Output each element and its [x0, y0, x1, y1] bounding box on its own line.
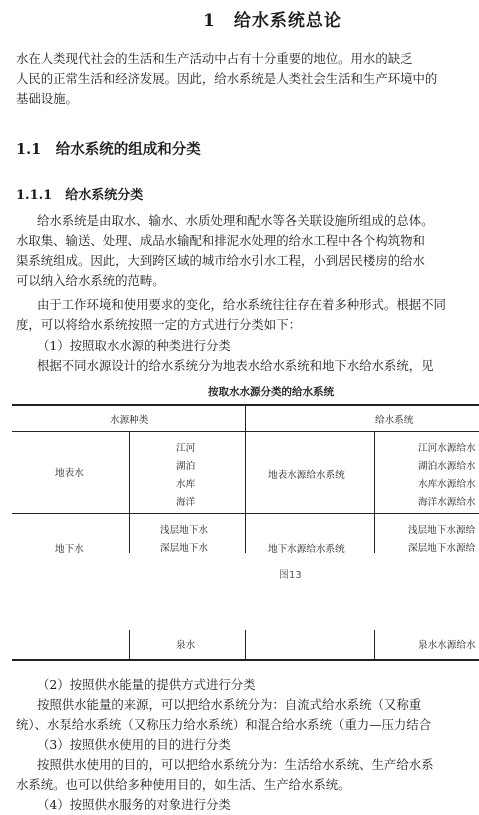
ground-source-deep: 深层地下水	[160, 543, 208, 554]
table-vline-left	[129, 432, 130, 553]
surface-system-lake: 湖泊水源给水	[418, 461, 476, 472]
surface-source-lake: 湖泊	[176, 461, 196, 472]
spring-source: 泉水	[176, 640, 196, 651]
item2-title: （2）按照供水能量的提供方式进行分类	[37, 677, 256, 692]
table-caption: 按取水水源分类的给水系统	[208, 386, 334, 398]
surface-source-sea: 海洋	[176, 497, 196, 508]
item3-text-line-2: 水系统。也可以供给多种使用目的，如生活、生产给水系统。	[16, 777, 351, 792]
surface-system-reservoir: 水库水源给水	[418, 479, 476, 490]
para1-line-4: 可以纳入给水系统的范畴。	[16, 273, 165, 288]
para2-line-2: 度，可以将给水系统按照一定的方式进行分类如下：	[16, 317, 301, 332]
item2-text-line-1: 按照供水能量的来源，可以把给水系统分为：自流式给水系统（又称重	[37, 697, 422, 712]
ground-system: 地下水源给水系统	[268, 544, 345, 555]
table-vline-right	[374, 432, 375, 553]
para2-line-1: 由于工作环境和使用要求的变化，给水系统往往存在着多种形式。根据不同	[37, 297, 446, 312]
para1-line-2: 水取集、输送、处理、成品水输配和排泥水处理的给水工程中各个构筑物和	[16, 233, 425, 248]
subsection-title: 1.1.1 给水系统分类	[16, 188, 144, 203]
item4-title-partial: （4）按照供水服务的对象进行分类	[37, 797, 231, 812]
figure-label: 图13	[279, 570, 302, 581]
col-header-system: 给水系统	[375, 415, 414, 426]
ground-water-type: 地下水	[55, 544, 84, 555]
chapter-title: 1 给水系统总论	[203, 11, 342, 31]
table-cont-vline-right	[374, 630, 375, 660]
table-cont-vline-left	[129, 630, 130, 660]
intro-line-1: 水在人类现代社会的生活和生产活动中占有十分重要的地位。用水的缺乏	[16, 51, 413, 66]
section-title: 1.1 给水系统的组成和分类	[16, 141, 201, 158]
surface-system-sea: 海洋水源给水	[418, 497, 476, 508]
col-header-source: 水源种类	[110, 415, 149, 426]
item3-title: （3）按照供水使用的目的进行分类	[37, 737, 231, 752]
surface-system: 地表水源给水系统	[268, 470, 345, 481]
item3-text-line-1: 按照供水使用的目的，可以把给水系统分为：生活给水系统、生产给水系	[37, 757, 434, 772]
spring-system: 泉水水源给水	[418, 640, 476, 651]
ground-system-deep: 深层地下水源给	[408, 543, 476, 554]
intro-line-2: 人民的正常生活和经济发展。因此，给水系统是人类社会生活和生产环境中的	[16, 71, 438, 86]
surface-source-reservoir: 水库	[176, 479, 196, 490]
table-vline-mid	[245, 405, 246, 553]
item1-text: 根据不同水源设计的给水系统分为地表水给水系统和地下水给水系统，见	[37, 358, 434, 373]
item2-text-line-2: 统）、水泵给水系统（又称压力给水系统）和混合给水系统（重力—压力结合	[16, 717, 432, 732]
para1-line-1: 给水系统是由取水、输水、水质处理和配水等各关联设施所组成的总体。	[37, 213, 434, 228]
intro-line-3: 基础设施。	[16, 91, 78, 106]
ground-system-shallow: 浅层地下水源给	[408, 525, 476, 536]
surface-water-type: 地表水	[55, 468, 84, 479]
surface-system-river: 江河水源给水	[418, 443, 476, 454]
surface-source-river: 江河	[176, 443, 196, 454]
table-bottom-rule	[12, 659, 479, 661]
ground-source-shallow: 浅层地下水	[160, 525, 208, 536]
para1-line-3: 渠系统组成。因此，大到跨区域的城市给水引水工程，小到居民楼房的给水	[16, 253, 425, 268]
table-cont-vline-mid	[245, 630, 246, 660]
item1-title: （1）按照取水水源的种类进行分类	[37, 338, 231, 353]
